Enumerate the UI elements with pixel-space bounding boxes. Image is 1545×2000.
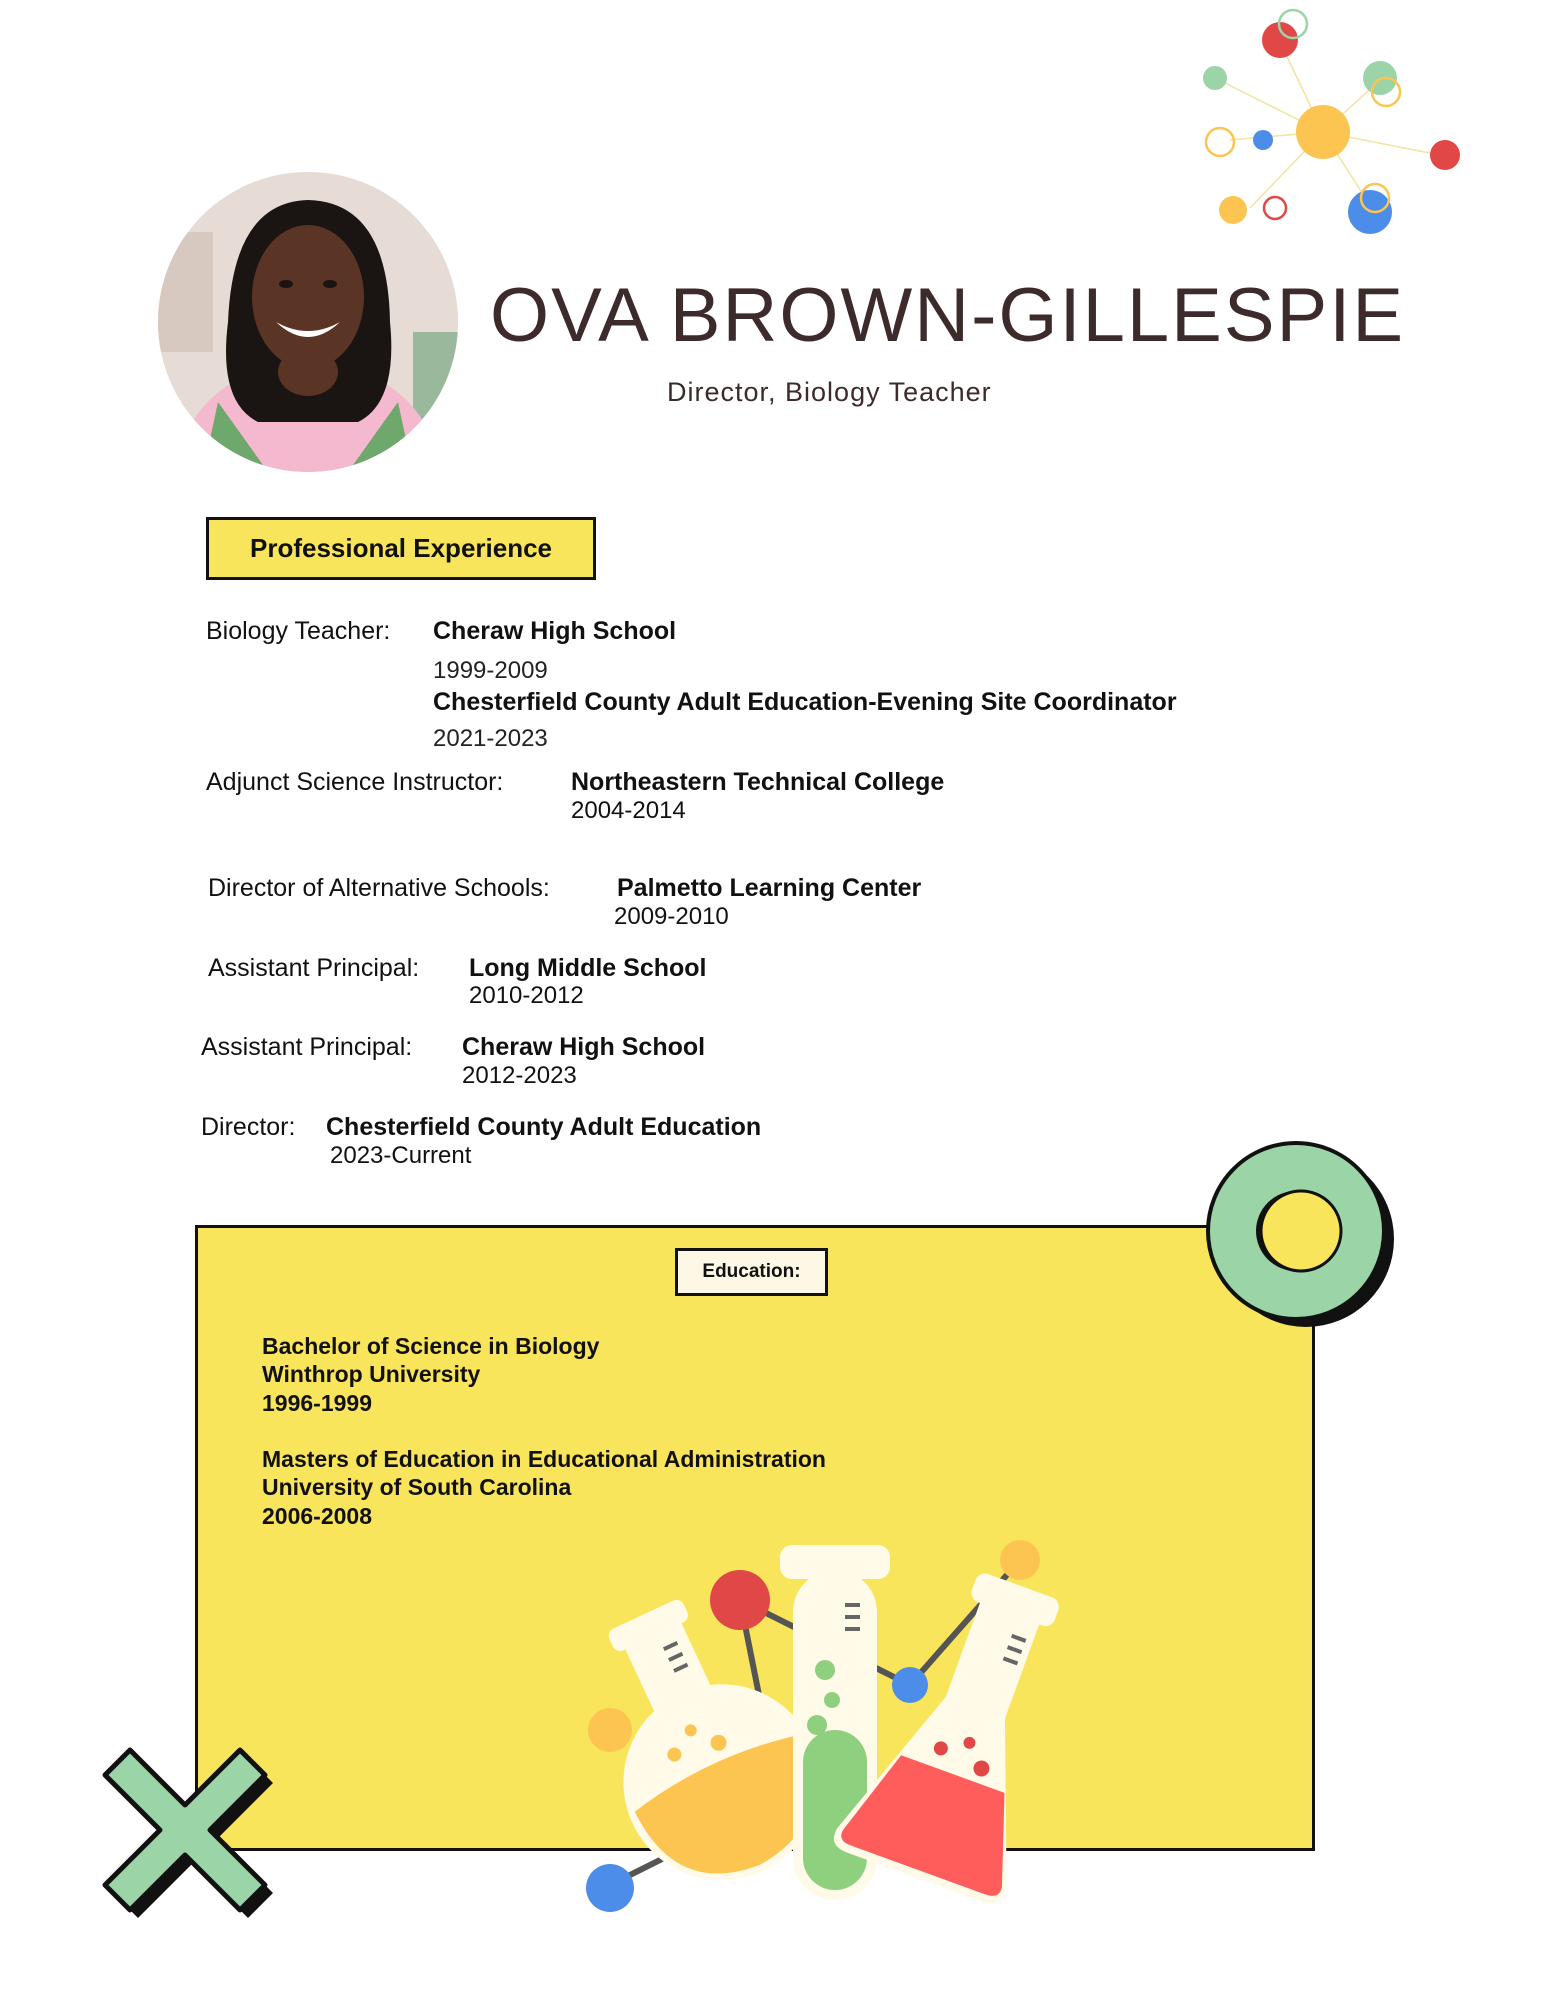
person-title: Director, Biology Teacher [667,377,992,407]
organization: Long Middle School [469,954,707,982]
organization: Chesterfield County Adult Education-Evening Site Coordinator [433,688,1177,716]
role-label: Director of Alternative Schools: [208,874,550,902]
role-label: Assistant Principal: [208,954,420,982]
person-name: OVA BROWN-GILLESPIE [490,273,1406,358]
years: 2021-2023 [433,725,548,752]
degree-years: 1996-1999 [262,1390,372,1416]
profile-photo [158,172,458,472]
education-heading: Education: [675,1248,828,1296]
years: 2004-2014 [571,797,686,824]
organization: Palmetto Learning Center [617,874,922,902]
experience-entry [206,617,390,646]
organization: Chesterfield County Adult Education [326,1113,762,1141]
organization: Cheraw High School [433,617,677,645]
degree-name: Masters of Education in Educational Administration [262,1446,826,1472]
years: 1999-2009 [433,657,548,684]
years: 2009-2010 [614,903,729,930]
degree-years: 2006-2008 [262,1503,372,1529]
school-name: University of South Carolina [262,1474,572,1500]
role-label: Director: [201,1113,296,1141]
experience-heading: Professional Experience [206,517,596,580]
years: 2023-Current [330,1142,472,1169]
organization: Northeastern Technical College [571,768,945,796]
years: 2012-2023 [462,1062,577,1089]
degree-name: Bachelor of Science in Biology [262,1333,600,1359]
role-label: Biology Teacher: [206,617,391,645]
lab-glassware-icon [580,1530,1040,1930]
cross-icon [100,1730,290,1920]
molecule-icon [1180,0,1480,240]
ring-icon [1188,1133,1408,1353]
role-label: Adjunct Science Instructor: [206,768,504,796]
years: 2010-2012 [469,982,584,1009]
organization: Cheraw High School [462,1033,706,1061]
school-name: Winthrop University [262,1361,481,1387]
role-label: Assistant Principal: [201,1033,413,1061]
